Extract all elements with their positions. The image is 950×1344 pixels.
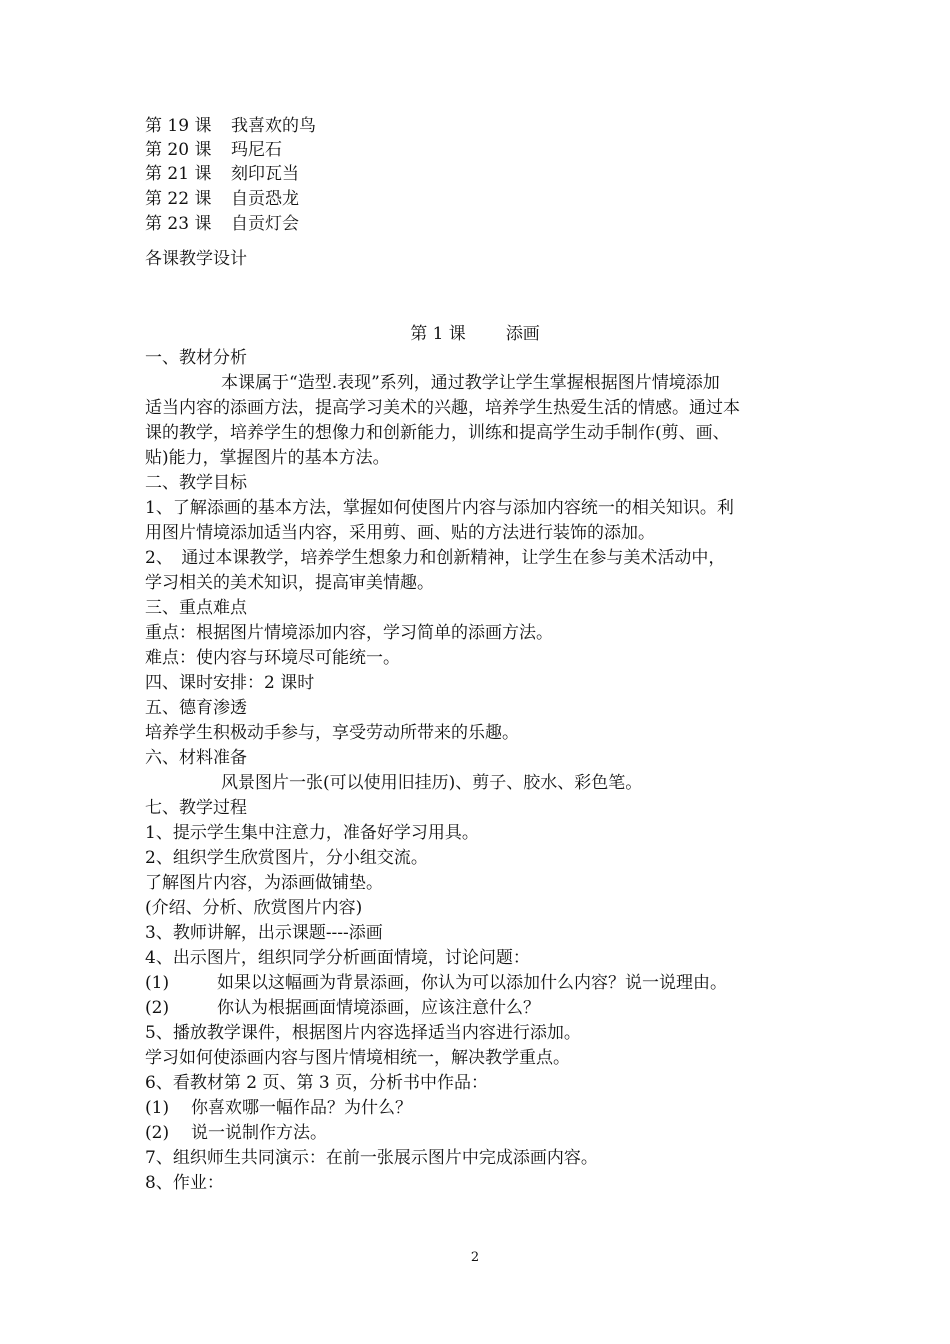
page-number: 2: [470, 1250, 480, 1265]
heading-2: 二、教学目标: [145, 473, 247, 493]
sub-item: (1) 如果以这幅画为背景添画，你认为可以添加什么内容？说一说理由。: [145, 973, 727, 993]
step-line: 2、组织学生欣赏图片，分小组交流。: [145, 848, 428, 868]
heading-3: 三、重点难点: [145, 598, 247, 618]
toc-item: 第 20 课 玛尼石: [145, 140, 282, 160]
sub-item: (2) 你认为根据画面情境添画，应该注意什么？: [145, 998, 540, 1018]
step-line: 3、教师讲解，出示课题----添画: [145, 923, 383, 943]
step-line: 了解图片内容，为添画做铺垫。: [145, 873, 383, 893]
paragraph-line: 2、 通过本课教学，培养学生想象力和创新精神，让学生在参与美术活动中，: [145, 548, 726, 568]
paragraph-line: 难点：使内容与环境尽可能统一。: [145, 648, 400, 668]
toc-item: 第 19 课 我喜欢的鸟: [145, 116, 316, 136]
paragraph-line: 用图片情境添加适当内容，采用剪、画、贴的方法进行装饰的添加。: [145, 523, 655, 543]
paragraph-line: 课的教学，培养学生的想像力和创新能力，训练和提高学生动手制作(剪、画、: [145, 423, 730, 443]
heading-1: 一、教材分析: [145, 348, 247, 368]
paragraph-line: 风景图片一张(可以使用旧挂历)、剪子、胶水、彩色笔。: [221, 773, 643, 793]
step-line: 7、组织师生共同演示：在前一张展示图片中完成添画内容。: [145, 1148, 598, 1168]
step-line: 8、作业：: [145, 1173, 224, 1193]
toc-item: 第 23 课 自贡灯会: [145, 214, 299, 234]
sub-item: (2) 说一说制作方法。: [145, 1123, 327, 1143]
sub-item: (1) 你喜欢哪一幅作品？为什么？: [145, 1098, 412, 1118]
toc-item: 第 22 课 自贡恐龙: [145, 189, 299, 209]
paragraph-line: 贴)能力，掌握图片的基本方法。: [145, 448, 390, 468]
paragraph-line: 学习相关的美术知识，提高审美情趣。: [145, 573, 434, 593]
paragraph-line: 本课属于“造型.表现”系列，通过教学让学生掌握根据图片情境添加: [221, 373, 720, 393]
step-line: 6、看教材第 2 页、第 3 页，分析书中作品：: [145, 1073, 489, 1093]
paragraph-line: 培养学生积极动手参与，享受劳动所带来的乐趣。: [145, 723, 519, 743]
section-heading: 各课教学设计: [145, 249, 247, 269]
paragraph-line: 1、了解添画的基本方法，掌握如何使图片内容与添加内容统一的相关知识。利: [145, 498, 734, 518]
lesson-title: 第 1 课 添画: [410, 324, 540, 344]
heading-5: 五、德育渗透: [145, 698, 247, 718]
heading-7: 七、教学过程: [145, 798, 247, 818]
heading-6: 六、材料准备: [145, 748, 247, 768]
paragraph-line: 适当内容的添画方法，提高学习美术的兴趣，培养学生热爱生活的情感。通过本: [145, 398, 740, 418]
toc-item: 第 21 课 刻印瓦当: [145, 164, 299, 184]
heading-4: 四、课时安排：2 课时: [145, 673, 315, 693]
step-line: (介绍、分析、欣赏图片内容): [145, 898, 363, 918]
step-line: 1、提示学生集中注意力，准备好学习用具。: [145, 823, 479, 843]
step-line: 4、出示图片，组织同学分析画面情境，讨论问题：: [145, 948, 530, 968]
step-line: 学习如何使添画内容与图片情境相统一，解决教学重点。: [145, 1048, 570, 1068]
paragraph-line: 重点：根据图片情境添加内容，学习简单的添画方法。: [145, 623, 553, 643]
step-line: 5、播放教学课件，根据图片内容选择适当内容进行添加。: [145, 1023, 581, 1043]
